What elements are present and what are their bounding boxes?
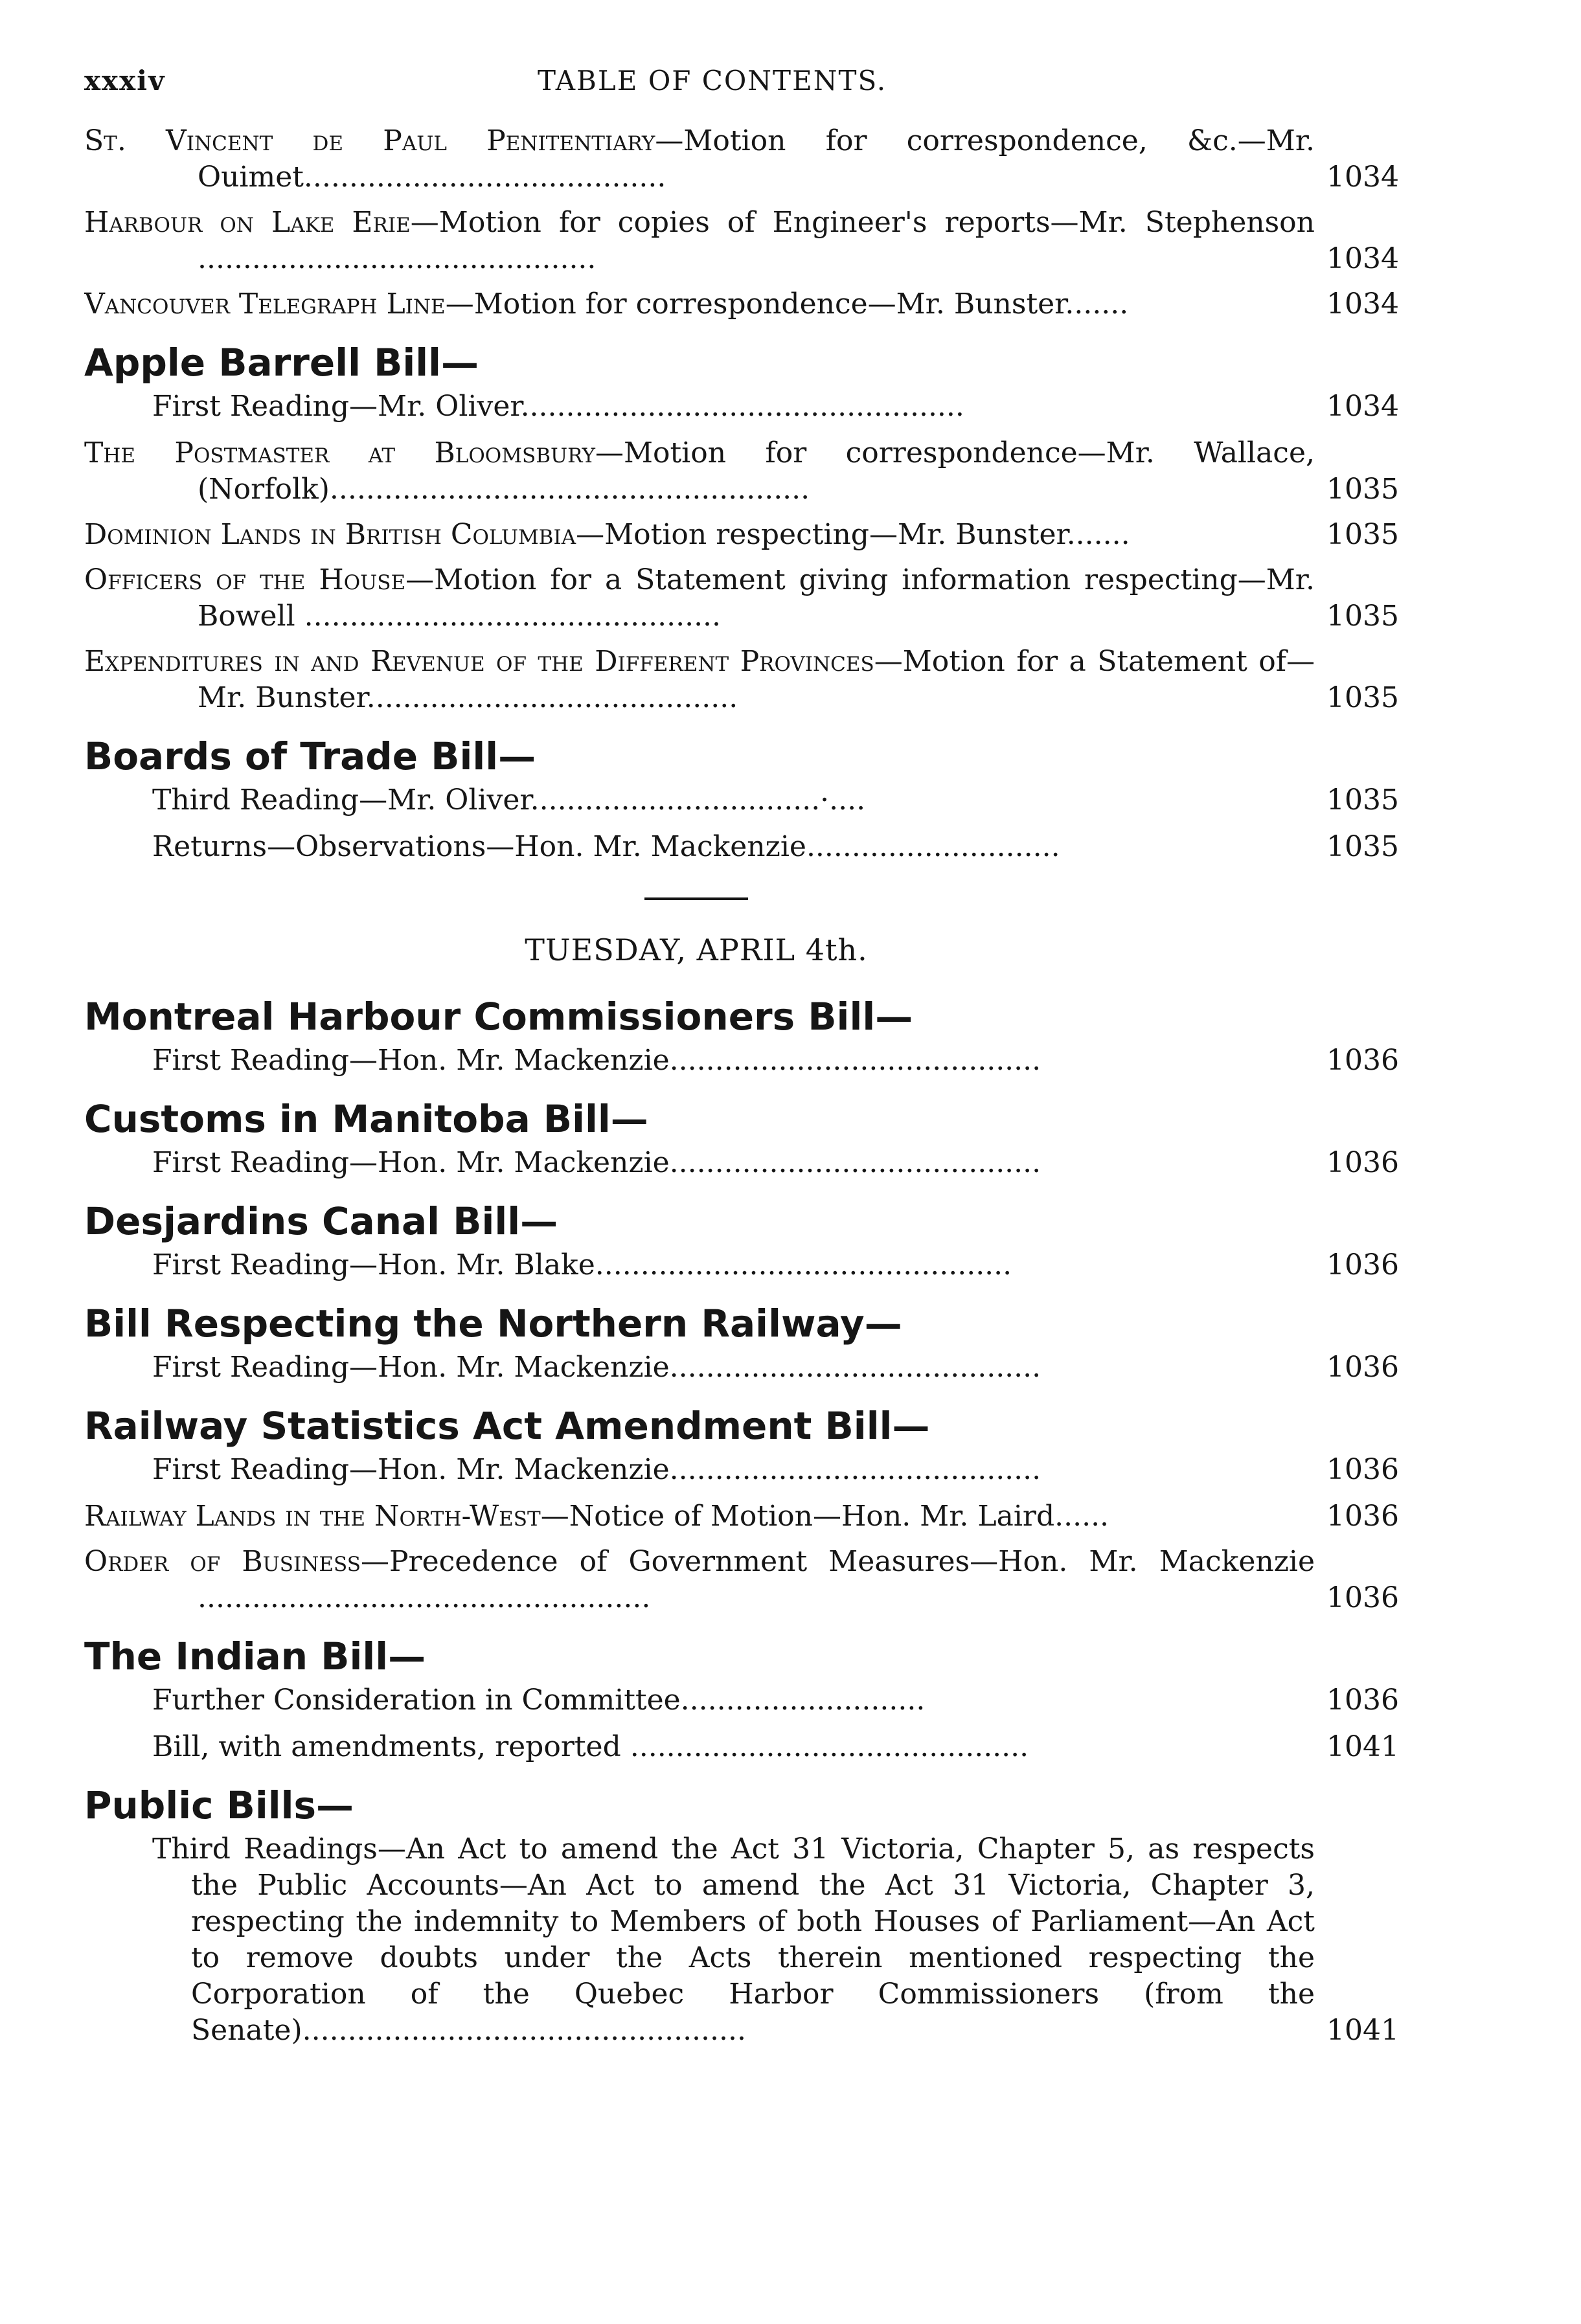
sub-entry-text: First Reading—Mr. Oliver.................................................	[152, 390, 964, 423]
toc-sub-entry	[84, 1452, 1399, 1488]
entry-page-number: 1034	[1326, 288, 1399, 321]
sub-entry-text: First Reading—Hon. Mr. Mackenzie.........................................	[152, 1351, 1041, 1384]
toc-entry	[84, 1544, 1399, 1616]
entry-page-number: 1035	[1326, 830, 1399, 863]
entry-text: —Precedence of Government Measures—Hon. Mr. Mackenzie ..................................................	[198, 1545, 1315, 1614]
entry-subject: Vancouver Telegraph Line	[84, 288, 446, 321]
entry-page-number: 1036	[1326, 1500, 1399, 1533]
sub-entry-text: Third Readings—An Act to amend the Act 31 Victoria, Chapter 5, as respects the Public Accounts—An Act to amend the Act 31 Victoria, Chapter 3, respecting the indemnity to Members of both Houses of Parliament—An Act to remove doubts under the Acts therein mentioned respecting the Corporation of the Quebec Harbor Commissioners (from the Senate).................................................	[152, 1833, 1315, 2047]
document-page	[84, 65, 1399, 2266]
sub-entry-text: Further Consideration in Committee...........................	[152, 1684, 926, 1717]
sub-entry-text: First Reading—Hon. Mr. Mackenzie.........................................	[152, 1453, 1041, 1486]
bill-heading: Apple Barrell Bill—	[84, 341, 479, 385]
entry-page-number: 1041	[1326, 1730, 1399, 1763]
sub-entry-text: First Reading—Hon. Mr. Blake..............................................	[152, 1248, 1012, 1281]
sub-entry-text: Third Reading—Mr. Oliver................................·....	[152, 784, 866, 817]
entry-page-number: 1036	[1326, 1453, 1399, 1486]
toc-sub-entry	[84, 829, 1399, 865]
toc-entry	[84, 562, 1399, 635]
entry-page-number: 1034	[1326, 242, 1399, 275]
entry-page-number: 1036	[1326, 1684, 1399, 1717]
entry-subject: Dominion Lands in British Columbia	[84, 518, 576, 551]
entry-subject: Officers of the House	[84, 563, 406, 596]
toc-entry	[84, 286, 1399, 322]
running-head	[84, 65, 1399, 123]
entry-page-number: 1035	[1326, 473, 1399, 506]
entry-text: —Motion for correspondence, &c.—Mr. Ouimet........................................	[198, 124, 1315, 194]
sub-entry-text: First Reading—Hon. Mr. Mackenzie.........................................	[152, 1044, 1041, 1077]
entry-text: —Motion for a Statement giving information respecting—Mr. Bowell ..............................................	[198, 563, 1315, 633]
entry-page-number: 1036	[1326, 1581, 1399, 1614]
toc-entry	[84, 205, 1399, 277]
toc-sub-entry	[84, 782, 1399, 818]
entry-page-number: 1035	[1326, 681, 1399, 714]
entry-page-number: 1035	[1326, 784, 1399, 817]
toc-sub-entry	[84, 1247, 1399, 1283]
entry-subject: The Postmaster at Bloomsbury	[84, 436, 595, 469]
toc-entry	[84, 435, 1399, 508]
toc-sub-entry	[84, 1349, 1399, 1386]
sub-entry-text: Returns—Observations—Hon. Mr. Mackenzie............................	[152, 830, 1060, 863]
entry-page-number: 1036	[1326, 1146, 1399, 1179]
sub-entry-text: Bill, with amendments, reported ............................................	[152, 1730, 1029, 1763]
bill-heading: Boards of Trade Bill—	[84, 734, 536, 778]
toc-sub-entry	[84, 389, 1399, 425]
toc-sub-entry	[84, 1043, 1399, 1079]
entry-subject: Harbour on Lake Erie	[84, 206, 411, 239]
entry-text: —Motion for correspondence—Mr. Bunster.......	[445, 288, 1129, 321]
entry-text: —Motion respecting—Mr. Bunster.......	[576, 518, 1130, 551]
sub-entry-text: First Reading—Hon. Mr. Mackenzie.........................................	[152, 1146, 1041, 1179]
toc-entry	[84, 123, 1399, 196]
bill-heading: Customs in Manitoba Bill—	[84, 1097, 648, 1141]
entry-text: —Motion for a Statement of—Mr. Bunster.........................................	[198, 645, 1315, 714]
bill-heading: Desjardins Canal Bill—	[84, 1199, 558, 1243]
entry-page-number: 1034	[1326, 390, 1399, 423]
toc-entry	[84, 644, 1399, 716]
toc-sub-entry	[84, 1682, 1399, 1719]
entry-text: —Notice of Motion—Hon. Mr. Laird......	[540, 1500, 1109, 1533]
bill-heading: Railway Statistics Act Amendment Bill—	[84, 1404, 930, 1448]
entry-page-number: 1036	[1326, 1248, 1399, 1281]
entry-text: —Motion for correspondence—Mr. Wallace, (Norfolk).....................................................	[198, 436, 1315, 506]
entry-page-number: 1035	[1326, 600, 1399, 633]
entry-page-number: 1035	[1326, 518, 1399, 551]
entry-page-number: 1036	[1326, 1044, 1399, 1077]
entry-page-number: 1041	[1326, 2014, 1399, 2047]
bill-heading: Public Bills—	[84, 1783, 354, 1827]
entry-subject: Order of Business	[84, 1545, 361, 1578]
entry-subject: St. Vincent de Paul Penitentiary	[84, 124, 655, 157]
bill-heading: The Indian Bill—	[84, 1634, 426, 1678]
page-folio: xxxiv	[84, 65, 166, 96]
toc-sub-entry	[84, 1145, 1399, 1181]
bill-heading: Montreal Harbour Commissioners Bill—	[84, 995, 913, 1039]
running-title: TABLE OF CONTENTS.	[538, 65, 887, 96]
toc-sub-entry	[84, 1831, 1399, 2049]
section-divider	[644, 897, 748, 900]
entry-subject: Railway Lands in the North-West	[84, 1500, 541, 1533]
day-heading: TUESDAY, APRIL 4th.	[525, 932, 868, 967]
entry-subject: Expenditures in and Revenue of the Different Provinces	[84, 645, 874, 678]
entry-text: —Motion for copies of Engineer's reports—Mr. Stephenson ............................................	[198, 206, 1315, 275]
toc-sub-entry	[84, 1729, 1399, 1765]
bill-heading: Bill Respecting the Northern Railway—	[84, 1302, 902, 1346]
toc-entry	[84, 517, 1399, 553]
entry-page-number: 1036	[1326, 1351, 1399, 1384]
entry-page-number: 1034	[1326, 161, 1399, 194]
toc-entry	[84, 1498, 1399, 1535]
